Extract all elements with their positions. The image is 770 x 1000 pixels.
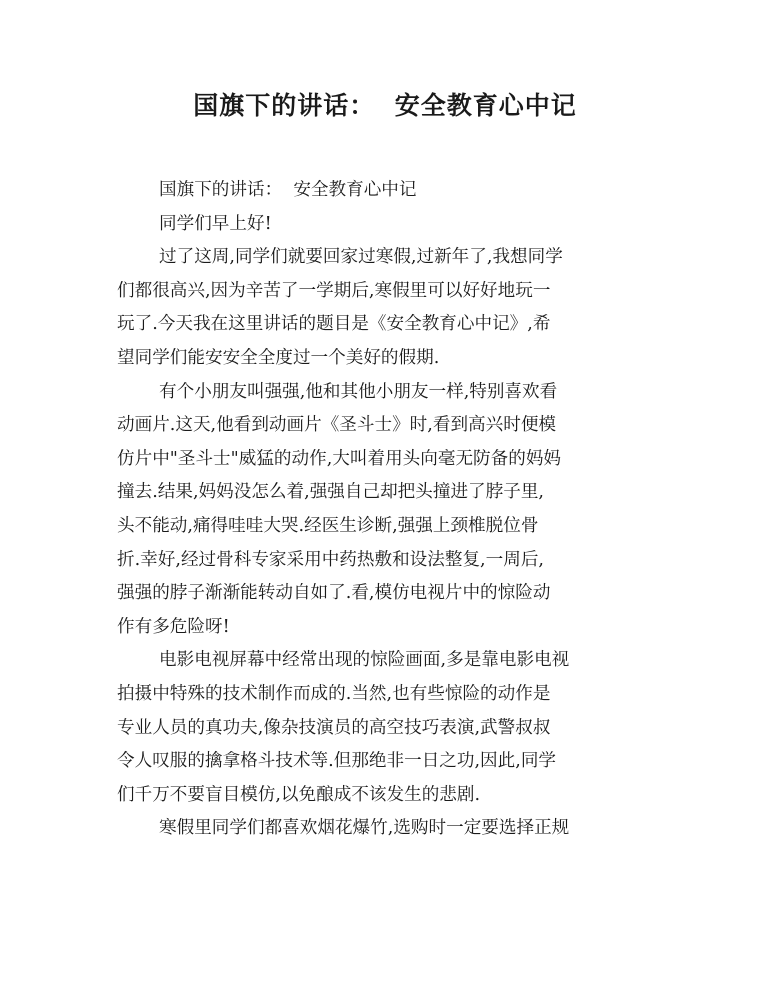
text-line: 们千万不要盲目模仿,以免酿成不该发生的悲剧.: [117, 784, 481, 805]
text-line: 折.幸好,经过骨科专家采用中药热敷和设法整复,一周后,: [117, 549, 545, 570]
text-line: 动画片.这天,他看到动画片《圣斗士》时,看到高兴时便模: [117, 415, 557, 436]
text-line: 强强的脖子渐渐能转动自如了.看,模仿电视片中的惊险动: [117, 583, 551, 604]
text-line: 过了这周,同学们就要回家过寒假,过新年了,我想同学: [159, 247, 563, 268]
text-line: 寒假里同学们都喜欢烟花爆竹,选购时一定要选择正规: [159, 818, 570, 839]
text-line: 电影电视屏幕中经常出现的惊险画面,多是靠电影电视: [159, 650, 570, 671]
text-line: 作有多危险呀!: [117, 616, 230, 637]
text-line: 头不能动,痛得哇哇大哭.经医生诊断,强强上颈椎脱位骨: [117, 515, 539, 536]
text-line: 拍摄中特殊的技术制作而成的.当然,也有些惊险的动作是: [117, 683, 551, 704]
text-line: 玩了.今天我在这里讲话的题目是《安全教育心中记》,希: [117, 314, 551, 335]
text-line: 同学们早上好!: [159, 213, 272, 234]
text-line: 望同学们能安安全全度过一个美好的假期.: [117, 347, 440, 368]
document-title: 国旗下的讲话： 安全教育心中记: [193, 91, 577, 120]
text-line: 令人叹服的擒拿格斗技术等.但那绝非一日之功,因此,同学: [117, 751, 557, 772]
text-line: 们都很高兴,因为辛苦了一学期后,寒假里可以好好地玩一: [117, 280, 551, 301]
text-line: 国旗下的讲话： 安全教育心中记: [159, 180, 417, 200]
document-body: [117, 174, 657, 846]
text-line: 专业人员的真功夫,像杂技演员的高空技巧表演,武警叔叔: [117, 717, 551, 738]
text-line: 仿片中"圣斗士"威猛的动作,大叫着用头向毫无防备的妈妈: [117, 448, 562, 469]
text-line: 撞去.结果,妈妈没怎么着,强强自己却把头撞进了脖子里,: [117, 482, 545, 503]
text-line: 有个小朋友叫强强,他和其他小朋友一样,特别喜欢看: [159, 381, 558, 402]
